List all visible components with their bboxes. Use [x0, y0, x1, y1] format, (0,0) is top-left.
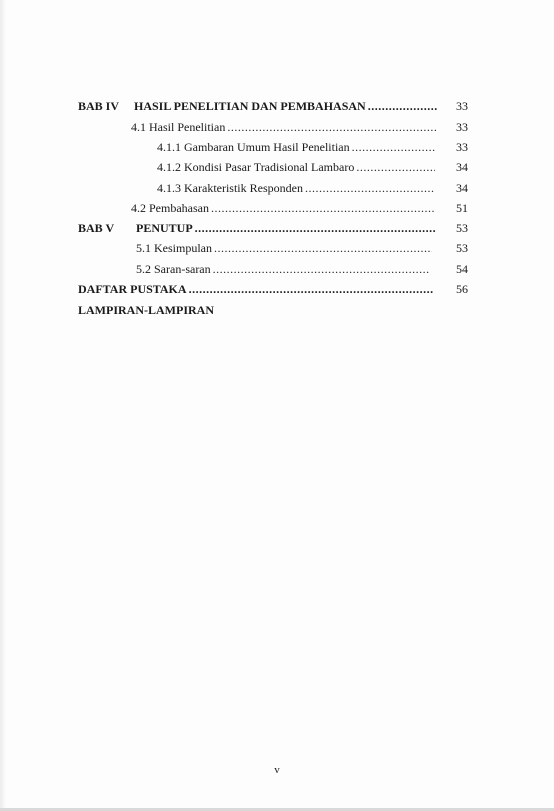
toc-entry-title — [157, 181, 435, 196]
toc-row-bab-v — [0, 220, 554, 236]
toc-row-4-1-2 — [0, 159, 554, 175]
toc-page-number: 34 — [456, 180, 468, 195]
toc-row-4-2 — [0, 200, 554, 216]
toc-title-text: PENUTUP — [136, 220, 193, 235]
toc-page-number: 33 — [456, 139, 468, 154]
toc-chapter-label: BAB V — [78, 220, 115, 235]
toc-page-number: 53 — [456, 220, 468, 235]
toc-leader-dots — [352, 140, 435, 155]
toc-entry-title — [136, 262, 430, 277]
toc-title-text: 5.2 Saran-saran — [136, 261, 211, 276]
toc-leader-dots — [211, 201, 435, 216]
page-number-footer: v — [274, 764, 280, 776]
toc-entry-title — [78, 303, 378, 318]
toc-page-number: 54 — [456, 261, 468, 276]
toc-leader-dots — [214, 241, 432, 256]
toc-row-4-1 — [0, 119, 554, 135]
toc-page-number: 33 — [456, 119, 468, 134]
toc-leader-dots — [227, 120, 438, 135]
toc-title-text: 4.1.2 Kondisi Pasar Tradisional Lambaro — [157, 159, 355, 174]
toc-title-text: DAFTAR PUSTAKA — [78, 281, 187, 296]
toc-page-number: 56 — [456, 281, 468, 296]
toc-page-number: 53 — [456, 240, 468, 255]
toc-leader-dots — [213, 262, 430, 277]
toc-row-daftar-pustaka — [0, 281, 554, 297]
toc-row-4-1-1 — [0, 139, 554, 155]
toc-entry-title — [78, 282, 433, 297]
toc-entry-title — [131, 201, 435, 216]
toc-title-text: 4.1 Hasil Penelitian — [131, 119, 226, 134]
toc-row-4-1-3 — [0, 180, 554, 196]
toc-page-number: 34 — [456, 159, 468, 174]
toc-title-text: 4.1.1 Gambaran Umum Hasil Penelitian — [157, 139, 350, 154]
toc-row-5-1 — [0, 240, 554, 256]
toc-entry-title — [131, 120, 438, 135]
toc-page-number: 33 — [456, 98, 468, 113]
toc-title-text: 4.1.3 Karakteristik Responden — [157, 180, 303, 195]
toc-entry-title — [157, 140, 435, 155]
toc-page-number: 51 — [456, 200, 468, 215]
toc-chapter-label: BAB IV — [78, 98, 120, 113]
toc-leader-dots — [356, 160, 435, 175]
toc-entry-title — [157, 160, 435, 175]
toc-leader-dots — [189, 282, 433, 297]
toc-leader-dots — [368, 99, 438, 114]
toc-row-5-2 — [0, 261, 554, 277]
toc-row-bab-iv — [0, 98, 554, 114]
toc-row-lampiran — [0, 302, 554, 318]
toc-entry-title — [136, 221, 436, 236]
toc-title-text: LAMPIRAN-LAMPIRAN — [78, 302, 214, 317]
toc-title-text: 4.2 Pembahasan — [131, 200, 209, 215]
toc-title-text: 5.1 Kesimpulan — [136, 240, 212, 255]
toc-leader-dots — [195, 221, 436, 236]
toc-title-text: HASIL PENELITIAN DAN PEMBAHASAN — [134, 98, 366, 113]
toc-entry-title — [136, 241, 432, 256]
toc-entry-title — [134, 99, 438, 114]
toc-leader-dots — [305, 181, 435, 196]
